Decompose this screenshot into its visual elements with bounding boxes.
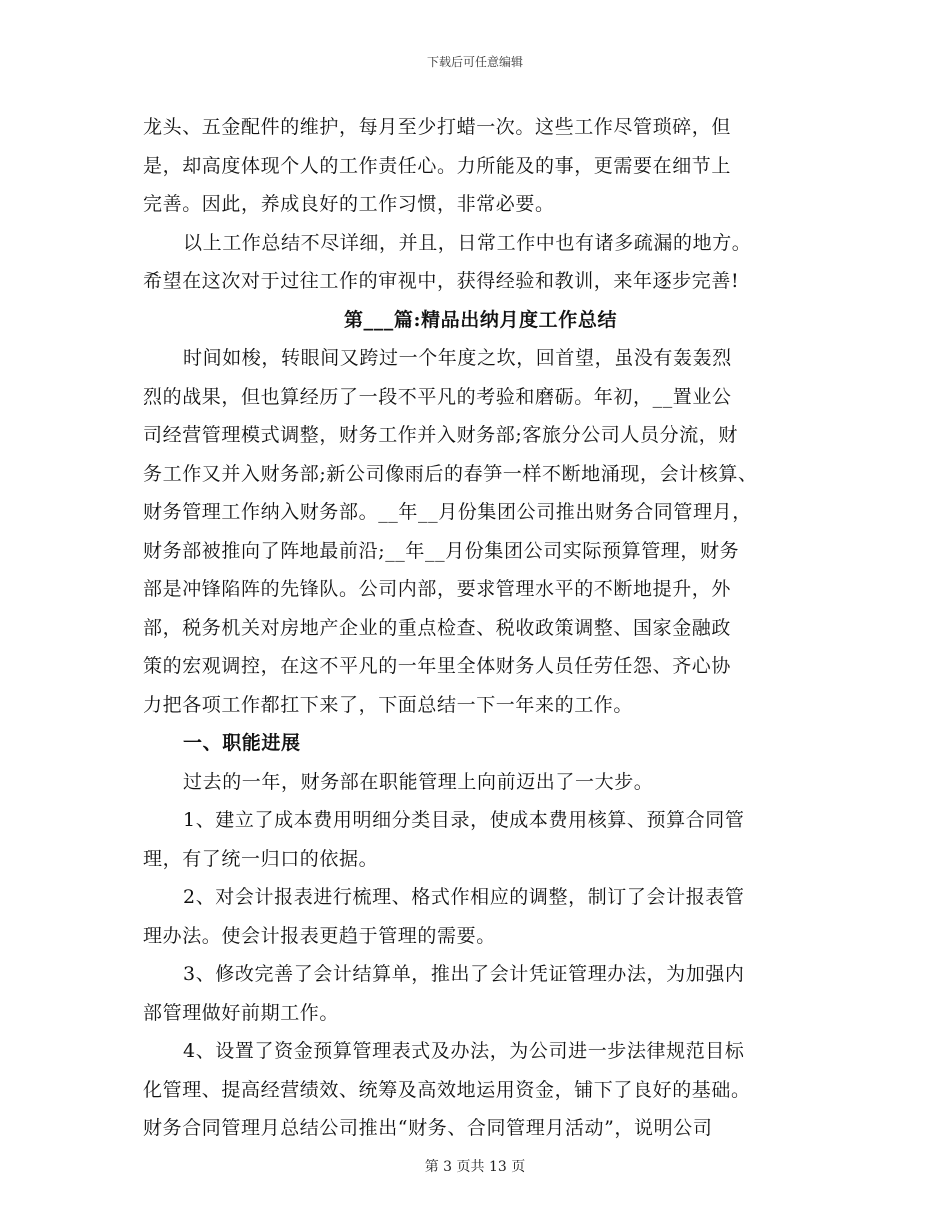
text-line: 力把各项工作都扛下来了，下面总结一下一年来的工作。 [143,693,634,716]
text-line: 烈的战果，但也算经历了一段不平凡的考验和磨砺。年初，__置业公 [143,385,732,408]
text-line: 理，有了统一归口的依据。 [143,847,379,870]
text-line: 财务合同管理月总结公司推出“财务、合同管理月活动”，说明公司 [143,1117,713,1139]
text-line: 3、修改完善了会计结算单，推出了会计凭证管理办法，为加强内 [183,963,745,985]
subsection-heading: 一、职能进展 [183,732,301,754]
text-line: 以上工作总结不尽详细，并且，日常工作中也有诸多疏漏的地方。 [183,231,752,254]
text-line: 希望在这次对于过往工作的审视中，获得经验和教训，来年逐步完善! [143,270,740,292]
text-line: 理办法。使会计报表更趋于管理的需要。 [143,924,496,947]
text-line: 部，税务机关对房地产企业的重点检查、税收政策调整、国家金融政 [143,616,732,639]
text-line: 4、设置了资金预算管理表式及办法，为公司进一步法律规范目标 [183,1040,745,1062]
text-line: 时间如梭，转眼间又跨过一个年度之坎，回首望，虽没有轰轰烈 [183,347,732,369]
text-line: 司经营管理模式调整，财务工作并入财务部;客旅分公司人员分流，财 [143,424,739,446]
text-line: 务工作又并入财务部;新公司像雨后的春笋一样不断地涌现，会计核算、 [143,462,758,485]
text-line: 部是冲锋陷阵的先锋队。公司内部，要求管理水平的不断地提升，外 [143,578,732,600]
text-line: 2、对会计报表进行梳理、格式作相应的调整，制订了会计报表管 [183,886,745,908]
text-line: 财务部被推向了阵地最前沿;__年__月份集团公司实际预算管理，财务 [143,539,740,562]
document-body [143,108,818,1148]
text-line: 龙头、五金配件的维护，每月至少打蜡一次。这些工作尽管琐碎，但 [143,116,732,138]
section-title: 第___篇:精品出纳月度工作总结 [343,308,618,331]
text-line: 完善。因此，养成良好的工作习惯，非常必要。 [143,193,555,215]
text-line: 1、建立了成本费用明细分类目录，使成本费用核算、预算合同管 [183,809,745,831]
text-line: 财务管理工作纳入财务部。__年__月份集团公司推出财务合同管理月， [143,501,752,523]
page-header: 下载后可任意编辑 [426,55,523,69]
text-line: 是，却高度体现个人的工作责任心。力所能及的事，更需要在细节上 [143,154,732,177]
text-line: 化管理、提高经营绩效、统筹及高效地运用资金，铺下了良好的基础。 [143,1078,751,1101]
text-line: 部管理做好前期工作。 [143,1001,340,1024]
page-footer: 第 3 页共 13 页 [424,1159,526,1175]
text-line: 策的宏观调控，在这不平凡的一年里全体财务人员任劳任怨、齐心协 [143,655,732,677]
text-line: 过去的一年，财务部在职能管理上向前迈出了一大步。 [183,770,654,793]
